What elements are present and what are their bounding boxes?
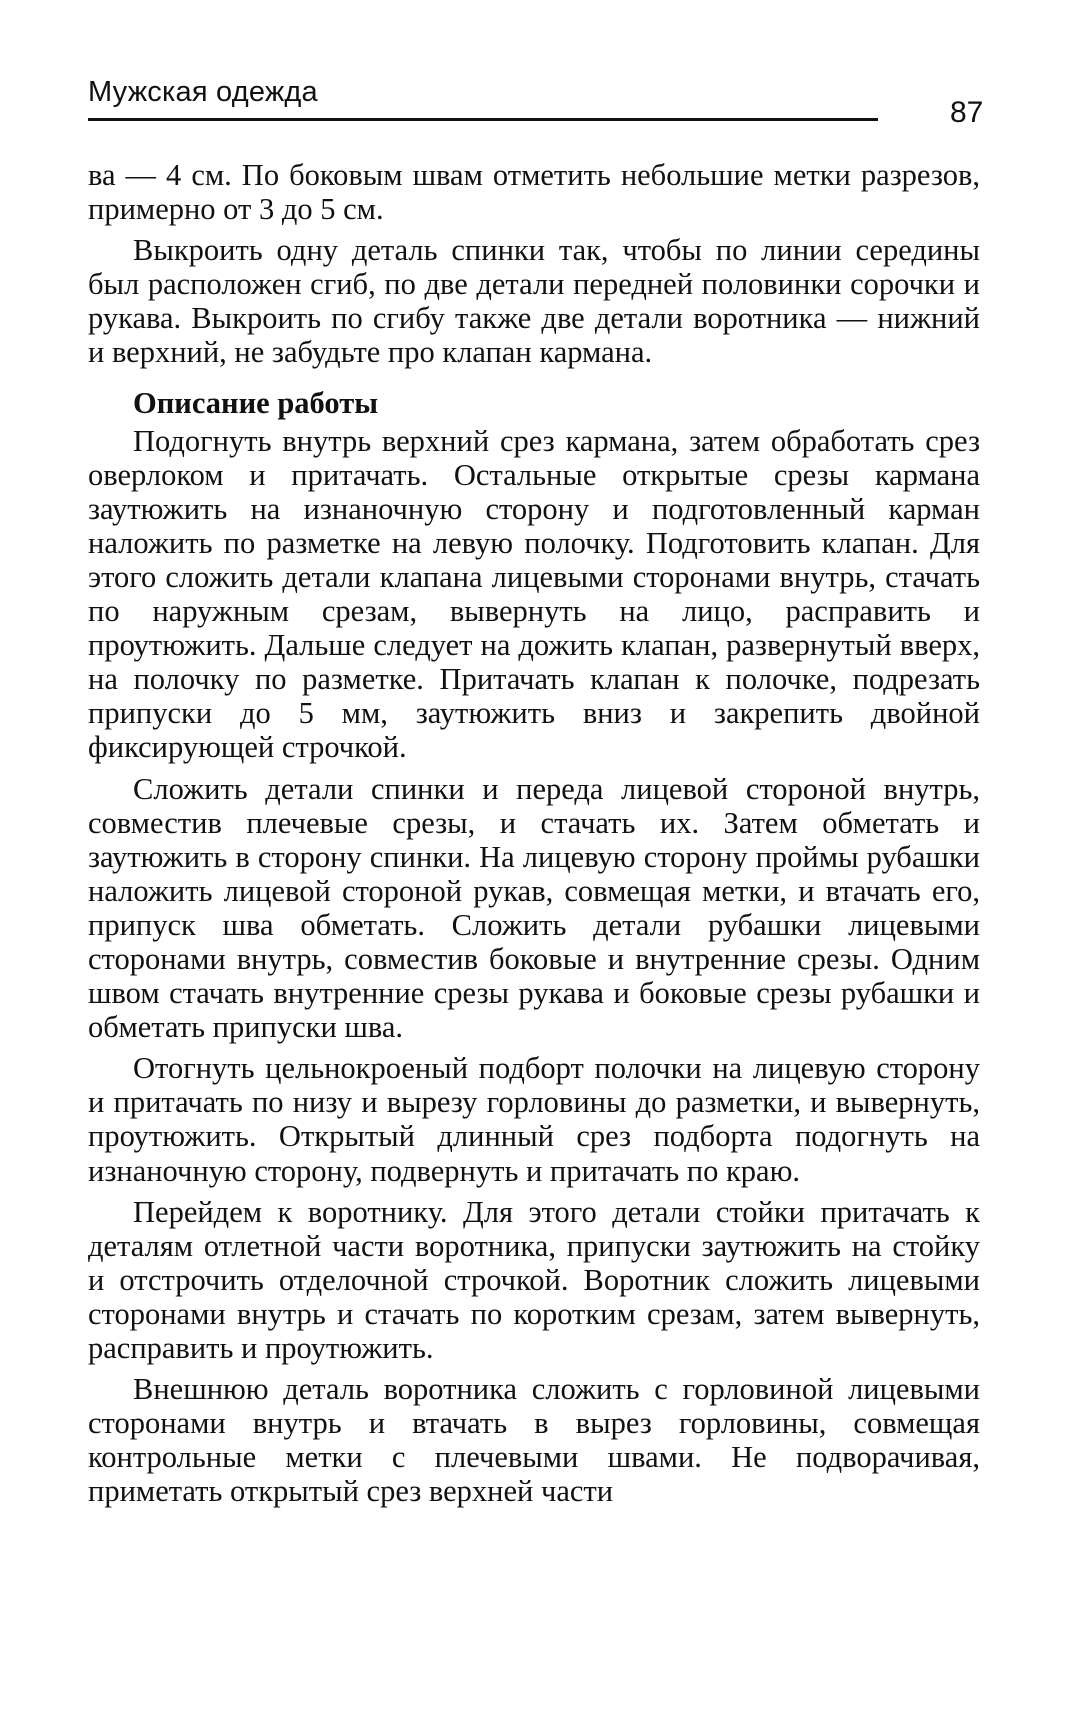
paragraph-collar-attach: Внешнюю деталь воротника сложить с горловиной лицевыми сторонами внутрь и втачать в вырез горловины, совмещая контрольные метки с плечевыми швами. Не подворачивая, приметать открытый срез верхней части <box>88 1372 980 1509</box>
running-header <box>88 74 878 121</box>
running-title: Мужская одежда <box>88 76 318 108</box>
paragraph-assembly: Сложить детали спинки и переда лицевой стороной внутрь, совместив плечевые срезы, и стачать их. Затем обметать и заутюжить в сторону спинки. На лицевую сторону проймы рубашки наложить лицевой стороной рукав, совмещая метки, и втачать его, припуск шва обметать. Сложить детали рубашки лицевыми сторонами внутрь, совместив боковые и внутренние срезы. Одним швом стачать внутренние срезы рукава и боковые срезы рубашки и обметать припуски шва. <box>88 771 980 1045</box>
paragraph-facing: Отогнуть цельнокроеный подборт полочки на лицевую сторону и притачать по низу и вырезу горловины до разметки, и вывернуть, проутюжить. Открытый длинный срез подборта подогнуть на изнаночную сторону, подвернуть и притачать по краю. <box>88 1051 980 1188</box>
section-heading: Описание работы <box>133 385 379 420</box>
body-text <box>88 158 980 1515</box>
paragraph-collar: Перейдем к воротнику. Для этого детали стойки притачать к деталям отлетной части воротника, припуски заутюжить на стойку и отстрочить отделочной строчкой. Воротник сложить лицевыми сторонами внутрь и стачать по коротким срезам, затем вывернуть, расправить и проутюжить. <box>88 1194 980 1365</box>
paragraph-cutting: Выкроить одну деталь спинки так, чтобы по линии середины был расположен сгиб, по две детали передней половинки сорочки и рукава. Выкроить по сгибу также две детали воротника — нижний и верхний, не забудьте про клапан кармана. <box>88 233 980 370</box>
page-number: 87 <box>950 96 984 129</box>
paragraph-continuation: ва — 4 см. По боковым швам отметить небольшие метки разрезов, примерно от 3 до 5 см. <box>88 158 980 227</box>
paragraph-pocket: Подогнуть внутрь верхний срез кармана, затем обработать срез оверлоком и притачать. Остальные открытые срезы кармана заутюжить на изнаночную сторону и подготовленный карман наложить по разметке на левую полочку. Подготовить клапан. Для этого сложить детали клапана лицевыми сторонами внутрь, стачать по наружным срезам, вывернуть на лицо, расправить и проутюжить. Дальше следует на дожить клапан, развернутый вверх, на полочку по разметке. Притачать клапан к полочке, подрезать припуски до 5 мм, заутюжить вниз и закрепить двойной фиксирующей строчкой. <box>88 423 980 765</box>
